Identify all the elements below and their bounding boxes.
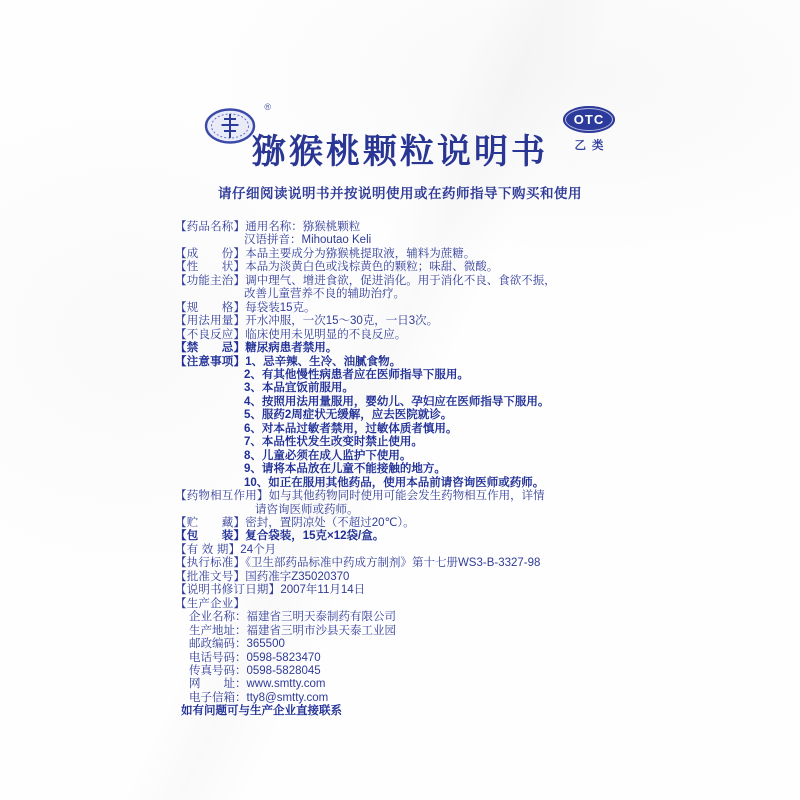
otc-class-label: 乙类 xyxy=(574,140,610,152)
contact-note xyxy=(175,705,715,718)
field-row-standard xyxy=(175,557,715,570)
field-row-precaution-9 xyxy=(175,463,715,476)
field-label: 【贮 藏】 xyxy=(175,516,246,529)
field-text: 2007年11月14日 xyxy=(280,584,366,597)
field-text: 企业名称：福建省三明天泰制药有限公司 xyxy=(189,611,396,624)
field-text: 7、本品性状发生改变时禁止使用。 xyxy=(244,436,423,449)
field-label: 【有 效 期】 xyxy=(175,543,241,556)
field-text: 本品主要成分为猕猴桃提取液，辅料为蔗糖。 xyxy=(245,247,476,260)
field-row-revision-date xyxy=(175,584,715,597)
field-label: 【注意事项】 xyxy=(175,355,246,368)
field-row-strength xyxy=(175,302,715,315)
field-row-manufacturer xyxy=(175,598,715,611)
field-text: 请咨询医师或药师。 xyxy=(255,503,359,516)
field-row-contraindications xyxy=(175,342,715,355)
field-text: 复合袋装，15克×12袋/盒。 xyxy=(245,530,385,543)
field-row-website xyxy=(175,678,715,691)
field-row-storage xyxy=(175,517,715,530)
field-label: 【批准文号】 xyxy=(175,570,246,583)
field-row-company-name xyxy=(175,611,715,624)
field-row-email xyxy=(175,692,715,705)
field-text: 2、有其他慢性病患者应在医师指导下服用。 xyxy=(244,368,469,381)
field-label: 【功能主治】 xyxy=(175,274,246,287)
field-text: 10、如正在服用其他药品，使用本品前请咨询医师或药师。 xyxy=(244,476,545,489)
field-text: 3、本品宜饭前服用。 xyxy=(244,382,354,395)
field-row-interactions-cont xyxy=(175,504,715,517)
field-label: 【成 份】 xyxy=(175,247,246,260)
field-row-drug-name xyxy=(175,221,715,234)
field-label: 【包 装】 xyxy=(175,530,246,543)
field-row-indications-cont xyxy=(175,288,715,301)
field-row-approval-number xyxy=(175,571,715,584)
field-label: 【性 状】 xyxy=(175,261,246,274)
field-row-precaution-1 xyxy=(175,356,715,369)
field-text: 汉语拼音：Mihoutao Keli xyxy=(244,234,372,247)
field-text: 本品为淡黄白色或浅棕黄色的颗粒；味甜、微酸。 xyxy=(245,261,499,274)
field-text: 如与其他药物同时使用可能会发生药物相互作用，详情 xyxy=(268,490,545,503)
field-text: 密封，置阴凉处（不超过20℃）。 xyxy=(245,516,415,529)
field-text: 邮政编码：365500 xyxy=(189,638,285,651)
field-row-interactions xyxy=(175,490,715,503)
field-text: 通用名称：猕猴桃颗粒 xyxy=(245,221,361,233)
field-label: 【药品名称】 xyxy=(175,221,246,233)
field-label: 【不良反应】 xyxy=(175,328,246,341)
field-row-precaution-7 xyxy=(175,436,715,449)
field-row-packaging xyxy=(175,530,715,543)
field-text: 电话号码：0598-5823470 xyxy=(189,651,321,664)
field-label: 【禁 忌】 xyxy=(175,342,246,355)
field-row-precaution-3 xyxy=(175,382,715,395)
field-row-precaution-10 xyxy=(175,477,715,490)
field-row-postcode xyxy=(175,638,715,651)
field-row-precaution-5 xyxy=(175,409,715,422)
field-label: 【用法用量】 xyxy=(175,315,246,328)
field-label: 【生产企业】 xyxy=(175,597,246,610)
field-row-dosage xyxy=(175,315,715,328)
field-row-pinyin xyxy=(175,234,715,247)
field-row-indications xyxy=(175,275,715,288)
usage-warning-subtitle: 请仔细阅读说明书并按说明使用或在药师指导下购买和使用 xyxy=(218,186,582,201)
field-label: 【药物相互作用】 xyxy=(175,490,269,503)
field-text: 6、对本品过敏者禁用，过敏体质者慎用。 xyxy=(244,422,458,435)
field-row-precaution-6 xyxy=(175,423,715,436)
field-row-phone xyxy=(175,652,715,665)
field-text: 传真号码：0598-5828045 xyxy=(189,664,321,677)
field-row-shelf-life xyxy=(175,544,715,557)
field-text: 临床使用未见明显的不良反应。 xyxy=(245,328,407,341)
field-text: 4、按照用法用量服用，婴幼儿、孕妇应在医师指导下服用。 xyxy=(244,395,550,408)
registered-trademark-icon: ® xyxy=(264,102,271,112)
field-text: 开水冲服，一次15～30克，一日3次。 xyxy=(245,315,439,328)
field-row-precaution-8 xyxy=(175,450,715,463)
field-row-ingredients xyxy=(175,248,715,261)
leaflet-body xyxy=(175,221,715,719)
field-text: 国药准字Z35020370 xyxy=(245,570,350,583)
field-text: 电子信箱：tty8@smtty.com xyxy=(189,691,329,704)
field-label: 【规 格】 xyxy=(175,301,246,314)
field-row-adverse-reactions xyxy=(175,329,715,342)
field-text: 调中理气、增进食欲，促进消化。用于消化不良、食欲不振， xyxy=(245,274,556,287)
otc-badge: OTC xyxy=(563,106,615,133)
field-text: 5、服药2周症状无缓解，应去医院就诊。 xyxy=(244,409,453,422)
field-text: 《卫生部药品标准中药成方制剂》第十七册WS3-B-3327-98 xyxy=(245,557,541,570)
field-row-precaution-2 xyxy=(175,369,715,382)
field-text: 24个月 xyxy=(240,543,277,556)
field-text: 糖尿病患者禁用。 xyxy=(245,342,338,355)
field-label: 【执行标准】 xyxy=(175,557,246,570)
field-text: 生产地址：福建省三明市沙县天泰工业园 xyxy=(189,624,396,637)
field-text: 每袋装15克。 xyxy=(245,301,316,314)
field-text: 8、儿童必须在成人监护下使用。 xyxy=(244,449,412,462)
page-title: 猕猴桃颗粒说明书 xyxy=(252,134,548,171)
field-text: 网 址：www.smtty.com xyxy=(189,678,326,691)
field-text: 1、忌辛辣、生冷、油腻食物。 xyxy=(245,355,402,368)
field-text: 9、请将本品放在儿童不能接触的地方。 xyxy=(244,463,446,476)
field-row-fax xyxy=(175,665,715,678)
field-row-address xyxy=(175,625,715,638)
field-text: 改善儿童营养不良的辅助治疗。 xyxy=(244,288,405,301)
field-row-precaution-4 xyxy=(175,396,715,409)
field-label: 【说明书修订日期】 xyxy=(175,584,281,597)
field-text: 如有问题可与生产企业直接联系 xyxy=(181,705,342,718)
field-row-description xyxy=(175,261,715,274)
